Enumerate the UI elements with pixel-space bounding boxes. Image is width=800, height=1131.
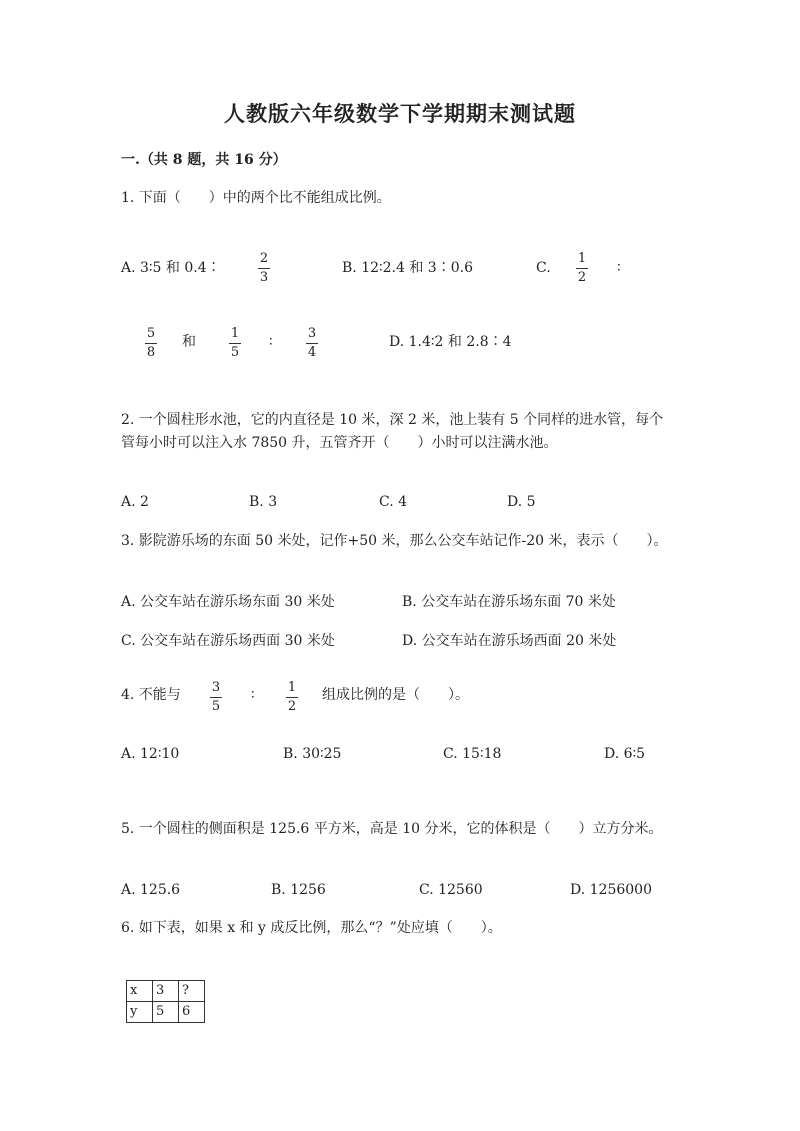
q4-stem-prefix: 4. 不能与 <box>121 687 181 703</box>
denominator: 5 <box>211 699 221 714</box>
ratio-colon: ∶ <box>617 260 621 276</box>
table-cell: x <box>127 981 153 1002</box>
fraction-bar <box>229 343 241 344</box>
denominator: 2 <box>577 270 587 285</box>
numerator: 3 <box>307 326 317 341</box>
q2-option-a: A. 2 <box>121 494 149 510</box>
fraction-bar <box>286 697 298 698</box>
table-cell: y <box>127 1002 153 1023</box>
fraction-bar <box>306 343 318 344</box>
numerator: 1 <box>287 680 297 695</box>
numerator: 1 <box>230 326 240 341</box>
q3-stem: 3. 影院游乐场的东面 50 米处，记作+50 米，那么公交车站记作-20 米，表示（ ）。 <box>121 533 668 549</box>
table-cell: 3 <box>153 981 179 1002</box>
table-row <box>127 981 205 1002</box>
q1-option-d: D. 1.4∶2 和 2.8∶4 <box>389 334 512 350</box>
table-cell: ? <box>179 981 205 1002</box>
q3-option-a: A. 公交车站在游乐场东面 30 米处 <box>121 594 335 610</box>
q1-c-fraction-4 <box>303 326 321 360</box>
q4-option-b: B. 30∶25 <box>283 746 342 762</box>
q4-option-c: C. 15∶18 <box>443 746 502 762</box>
fraction-bar <box>145 343 157 344</box>
numerator: 2 <box>259 251 269 266</box>
and-word: 和 <box>182 334 196 350</box>
q4-fraction-2 <box>283 680 301 714</box>
q4-stem-suffix: 组成比例的是（ ）。 <box>322 687 469 703</box>
q1-option-c-label: C. <box>536 260 551 276</box>
q4-option-d: D. 6∶5 <box>604 746 646 762</box>
table-row <box>127 1002 205 1023</box>
q2-stem: 2. 一个圆柱形水池，它的内直径是 10 米，深 2 米，池上装有 5 个同样的进水管，每个管每小时可以注入水 7850 升，五管齐开（ ）小时可以注满水池。 <box>121 412 664 451</box>
q2-option-d: D. 5 <box>507 494 536 510</box>
numerator: 3 <box>211 680 221 695</box>
denominator: 5 <box>230 345 240 360</box>
q2-option-b: B. 3 <box>249 494 278 510</box>
q1-c-fraction-2 <box>142 326 160 360</box>
q5-stem: 5. 一个圆柱的侧面积是 125.6 平方米，高是 10 分米，它的体积是（ ）立方分米。 <box>121 821 663 837</box>
xy-table <box>126 980 205 1023</box>
section-heading: 一.（共 8 题，共 16 分） <box>121 152 287 168</box>
q3-option-c: C. 公交车站在游乐场西面 30 米处 <box>121 633 335 649</box>
q5-option-c: C. 12560 <box>419 882 483 898</box>
q3-option-d: D. 公交车站在游乐场西面 20 米处 <box>402 633 617 649</box>
q1-c-fraction-3 <box>226 326 244 360</box>
q5-option-a: A. 125.6 <box>121 882 181 898</box>
q5-option-b: B. 1256 <box>271 882 326 898</box>
q2-option-c: C. 4 <box>379 494 408 510</box>
page-title: 人教版六年级数学下学期期末测试题 <box>224 101 576 126</box>
fraction-bar <box>258 268 270 269</box>
q6-stem: 6. 如下表，如果 x 和 y 成反比例，那么“？”处应填（ ）。 <box>121 920 502 936</box>
denominator: 2 <box>287 699 297 714</box>
q1-option-a: A. 3∶5 和 0.4∶ <box>121 260 221 276</box>
numerator: 5 <box>146 326 156 341</box>
numerator: 1 <box>577 251 587 266</box>
q4-fraction-1 <box>207 680 225 714</box>
denominator: 3 <box>259 270 269 285</box>
q1-a-fraction <box>255 251 273 285</box>
q4-option-a: A. 12∶10 <box>121 746 180 762</box>
denominator: 4 <box>307 345 317 360</box>
ratio-colon: ∶ <box>251 687 255 703</box>
fraction-bar <box>576 268 588 269</box>
table-cell: 5 <box>153 1002 179 1023</box>
q1-c-fraction-1 <box>573 251 591 285</box>
ratio-colon: ∶ <box>269 334 273 350</box>
q1-option-b: B. 12∶2.4 和 3∶0.6 <box>342 260 473 276</box>
table-cell: 6 <box>179 1002 205 1023</box>
q1-stem: 1. 下面（ ）中的两个比不能组成比例。 <box>121 190 391 206</box>
denominator: 8 <box>146 345 156 360</box>
q5-option-d: D. 1256000 <box>570 882 652 898</box>
q3-option-b: B. 公交车站在游乐场东面 70 米处 <box>402 594 616 610</box>
fraction-bar <box>210 697 222 698</box>
